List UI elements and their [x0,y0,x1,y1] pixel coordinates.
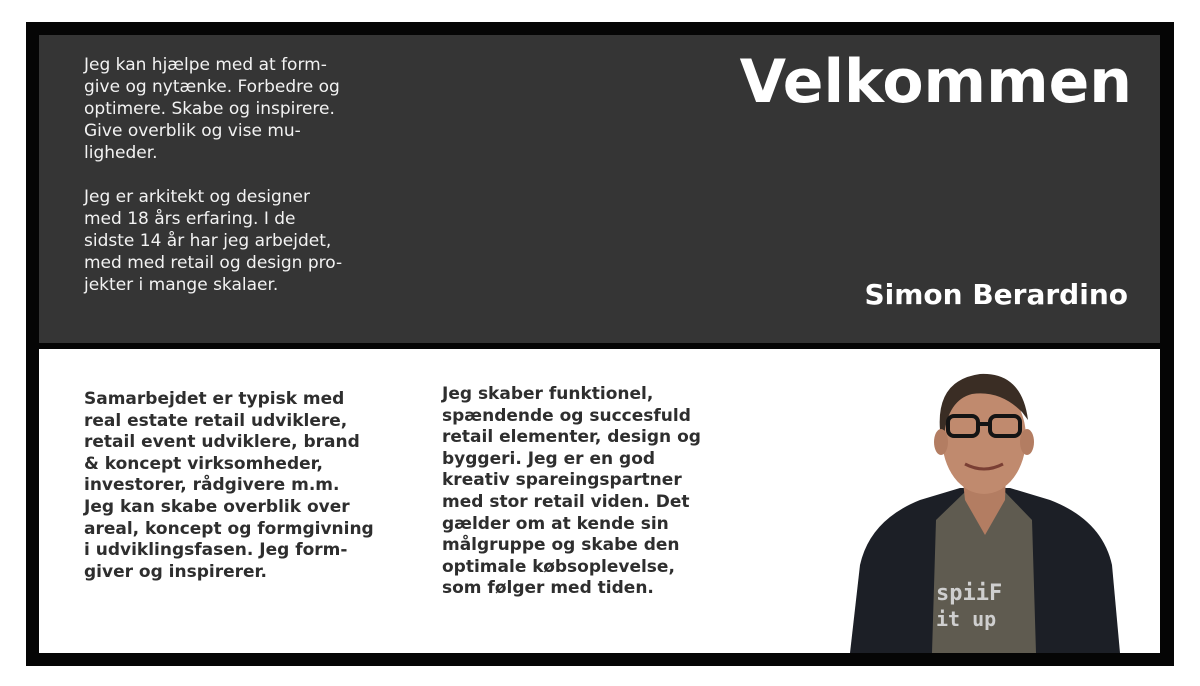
portrait-photo [840,360,1130,653]
svg-text:spiiF: spiiF [936,581,1003,606]
page-title: Velkommen [739,47,1132,117]
svg-text:it up: it up [936,607,997,631]
author-name: Simon Berardino [864,278,1128,311]
collaboration-text: Samarbejdet er typisk med real estate retail udviklere, retail event udviklere, brand & koncept virksomheder, investorer, rådgivere m.m. Jeg kan skabe overblik over areal, koncept og formgivning i udviklingsfasen. Jeg form- giver og inspirerer. [84,389,374,582]
services-text: Jeg skaber funktionel, spændende og succesfuld retail elementer, design og byggeri. Jeg er en god kreativ spareingspartner med stor retail viden. Det gælder om at kende sin målgruppe og skabe den optimale købsoplevelse, som følger med tiden. [442,384,701,599]
intro-text: Jeg kan hjælpe med at form- give og nytænke. Forbedre og optimere. Skabe og inspirere. Give overblik og vise mu- ligheder. Jeg er arkitekt og designer med 18 års erfaring. I de sidste 14 år har jeg arbejdet, med med retail og design pro- jekter i mange skalaer. [84,55,343,295]
